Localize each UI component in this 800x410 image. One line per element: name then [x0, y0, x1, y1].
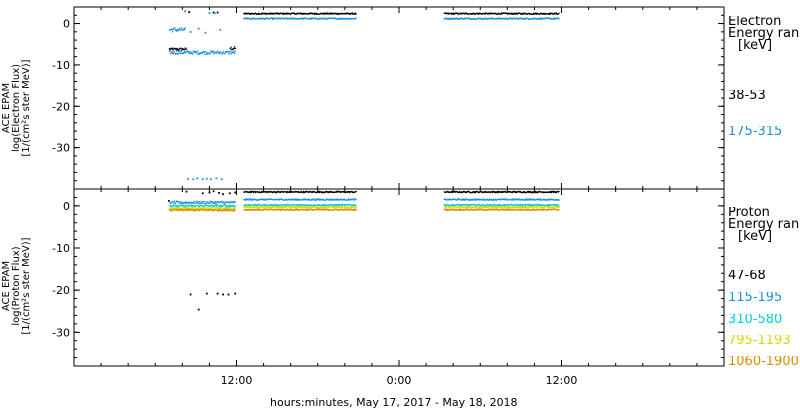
data-point [198, 309, 200, 311]
data-point [234, 192, 236, 194]
x-tick-label: 0:00 [386, 374, 412, 387]
data-point [209, 12, 211, 14]
legend-entry-795-1193: 795-1193 [728, 335, 791, 347]
data-point [189, 51, 190, 52]
data-point [233, 48, 234, 49]
data-point [343, 210, 344, 211]
data-point [558, 205, 559, 206]
data-point [230, 48, 231, 49]
data-point [202, 192, 204, 194]
y-tick-label: -10 [52, 242, 70, 255]
data-point [206, 293, 208, 295]
legend-entry-1060-1900: 1060-1900 [728, 356, 799, 368]
data-point [222, 294, 224, 296]
data-point [174, 28, 175, 29]
data-point [295, 198, 296, 199]
data-point [199, 54, 200, 55]
y-tick-label: 0 [63, 199, 70, 213]
legend-title-electron: Electron [728, 16, 782, 29]
data-point [216, 53, 217, 54]
data-point [217, 293, 219, 295]
data-point [183, 207, 184, 208]
axis-tick-labels [52, 18, 577, 387]
data-point [188, 11, 190, 13]
data-point [224, 209, 225, 210]
data-point [180, 48, 181, 49]
data-point [218, 52, 219, 53]
data-point [187, 209, 188, 210]
data-point [171, 29, 172, 30]
data-point [173, 53, 174, 54]
data-point [235, 201, 236, 202]
data-point [176, 53, 177, 54]
data-point [190, 31, 192, 33]
data-point [175, 205, 176, 206]
data-point [355, 205, 356, 206]
data-point [198, 203, 199, 204]
data-point [235, 205, 236, 206]
data-point [183, 29, 184, 30]
data-point [176, 51, 177, 52]
data-point [176, 48, 177, 49]
data-point [217, 12, 219, 14]
data-point [170, 53, 171, 54]
data-point [174, 51, 175, 52]
data-point [193, 210, 194, 211]
data-point [213, 53, 214, 54]
data-point [195, 203, 196, 204]
data-point [185, 203, 186, 204]
data-point [272, 19, 273, 20]
proton-legend [728, 207, 800, 243]
data-point [180, 50, 181, 51]
data-point [558, 191, 559, 192]
data-point [222, 193, 224, 195]
data-point [212, 52, 213, 53]
data-point [192, 178, 194, 180]
data-point [188, 51, 189, 52]
data-point [213, 208, 214, 209]
data-point [172, 29, 173, 30]
data-point [184, 10, 186, 12]
data-point [183, 205, 184, 206]
data-point [204, 52, 205, 53]
data-point [185, 27, 186, 28]
data-point [230, 202, 231, 203]
data-point [302, 192, 303, 193]
y-tick-label: 0 [63, 17, 70, 31]
data-point [234, 46, 235, 47]
data-point [173, 203, 174, 204]
data-point [233, 52, 234, 53]
legend-title-energy-range: Energy ran [728, 26, 800, 41]
data-point [209, 201, 210, 202]
data-point [224, 53, 225, 54]
data-point [221, 52, 222, 53]
data-point [230, 206, 231, 207]
data-point [218, 209, 219, 210]
data-point [211, 207, 212, 208]
data-point [202, 202, 203, 203]
data-point [171, 51, 172, 52]
data-point [209, 192, 211, 194]
data-point [217, 51, 218, 52]
data-point [210, 178, 212, 180]
data-point [224, 201, 225, 202]
bottom-y-axis-title-line-2: log(Proton Flux) [11, 246, 22, 326]
legend-entry-115-195: 115-195 [728, 292, 783, 304]
data-point [186, 191, 188, 193]
y-tick-label: -10 [52, 58, 70, 72]
data-point [204, 54, 205, 55]
data-point [171, 203, 172, 204]
legend-entry-310-580: 310-580 [728, 314, 783, 326]
data-point [197, 205, 198, 206]
data-point [218, 205, 219, 206]
data-point [211, 51, 212, 52]
y-tick-label: -30 [52, 141, 70, 155]
data-point [177, 54, 178, 55]
data-point [235, 48, 236, 49]
data-point [327, 19, 328, 20]
data-point [223, 51, 224, 52]
data-point [196, 202, 197, 203]
data-point [178, 51, 179, 52]
data-point [172, 201, 173, 202]
data-point [480, 207, 481, 208]
data-point [288, 204, 289, 205]
data-point [229, 192, 231, 194]
data-point [187, 178, 189, 180]
data-point [201, 201, 202, 202]
series-115-195 [169, 198, 560, 204]
data-point [205, 51, 206, 52]
data-point [196, 52, 197, 53]
data-point [227, 51, 228, 52]
data-point [180, 202, 181, 203]
data-point [231, 53, 232, 54]
data-point [172, 210, 173, 211]
data-point [203, 201, 204, 202]
chart-marks [168, 10, 560, 310]
data-point [197, 53, 198, 54]
data-point [221, 178, 223, 180]
data-point [184, 29, 185, 30]
data-point [179, 49, 180, 50]
data-point [190, 53, 191, 54]
data-point [182, 206, 183, 207]
data-point [192, 54, 193, 55]
data-point [218, 210, 219, 211]
data-point [197, 201, 198, 202]
data-point [234, 53, 235, 54]
data-point [558, 18, 559, 19]
bottom-y-axis-title [2, 226, 38, 346]
data-point [228, 53, 229, 54]
data-point [185, 202, 186, 203]
data-point [539, 200, 540, 201]
data-point [205, 203, 206, 204]
data-point [229, 53, 230, 54]
data-point [205, 54, 206, 55]
data-point [218, 192, 220, 194]
top-y-axis-title-line-3: [1/(cm²s ster MeV)] [21, 59, 32, 157]
data-point [176, 31, 177, 32]
data-point [213, 190, 215, 192]
data-point [235, 51, 236, 52]
data-point [355, 199, 356, 200]
data-point [232, 201, 233, 202]
bottom-y-axis-title-line-1: ACE EPAM [1, 260, 12, 312]
data-point [174, 201, 175, 202]
data-point [355, 207, 356, 208]
data-point [172, 48, 173, 49]
data-point [169, 50, 170, 51]
data-point [215, 203, 216, 204]
data-point [552, 206, 553, 207]
data-point [186, 49, 187, 50]
data-point [213, 202, 214, 203]
data-point [196, 177, 198, 179]
series-38-53 [169, 11, 560, 51]
data-point [235, 209, 236, 210]
data-point [179, 51, 180, 52]
data-point [219, 29, 221, 31]
data-point [220, 208, 221, 209]
data-point [178, 210, 179, 211]
legend-title-kev: [keV] [738, 38, 773, 52]
data-point [220, 205, 221, 206]
legend-entry-38-53: 38-53 [728, 90, 766, 102]
data-point [213, 51, 214, 52]
data-point [210, 207, 211, 208]
data-point [179, 53, 180, 54]
data-point [503, 206, 504, 207]
data-point [180, 209, 181, 210]
data-point [210, 53, 211, 54]
data-point [222, 53, 223, 54]
data-point [176, 207, 177, 208]
data-point [225, 203, 226, 204]
data-point [206, 178, 208, 180]
electron-legend [728, 16, 800, 52]
data-point [179, 28, 180, 29]
data-point [230, 51, 231, 52]
data-point [232, 52, 233, 53]
data-point [229, 51, 230, 52]
data-point [175, 203, 176, 204]
data-point [172, 31, 173, 32]
data-point [194, 201, 195, 202]
data-point [216, 207, 217, 208]
data-point [235, 207, 236, 208]
data-point [208, 207, 209, 208]
data-point [181, 27, 182, 28]
x-tick-label: 12:00 [220, 374, 253, 387]
data-point [215, 201, 216, 202]
top-y-axis-title-line-2: log(Electron Flux) [11, 63, 22, 153]
legend-entry-175-315: 175-315 [728, 126, 783, 138]
data-point [558, 209, 559, 210]
series-1060-1900 [169, 208, 560, 211]
data-point [204, 201, 205, 202]
data-point [233, 209, 234, 210]
series-175-315 [169, 10, 560, 180]
data-point [213, 207, 214, 208]
legend-entry-47-68: 47-68 [728, 270, 766, 282]
data-point [338, 204, 339, 205]
data-point [199, 201, 200, 202]
data-point [184, 49, 185, 50]
data-point [230, 47, 231, 48]
legend-title-energy-range-proton: Energy ran [728, 217, 800, 232]
data-point [188, 203, 189, 204]
data-point [445, 209, 446, 210]
data-point [191, 52, 192, 53]
data-point [211, 201, 212, 202]
data-point [172, 207, 173, 208]
data-point [198, 28, 200, 30]
data-point [558, 200, 559, 201]
data-point [193, 50, 194, 51]
data-point [216, 203, 217, 204]
data-point [488, 200, 489, 201]
data-point [214, 12, 216, 14]
data-point [213, 203, 214, 204]
top-y-axis-title-line-1: ACE EPAM [1, 82, 12, 134]
data-point [180, 30, 181, 31]
y-tick-label: -20 [52, 284, 70, 298]
plot-frame [74, 7, 724, 366]
data-point [352, 12, 353, 13]
data-point [208, 203, 209, 204]
data-point [205, 32, 207, 34]
bottom-y-axis-title-line-3: [1/(cm²s ster MeV)] [21, 237, 32, 335]
legend-title-proton: Proton [728, 207, 770, 220]
data-point [210, 203, 211, 204]
data-point [187, 210, 188, 211]
data-point [178, 29, 179, 30]
data-point [233, 202, 234, 203]
data-point [355, 191, 356, 192]
data-point [190, 294, 192, 296]
legend-title-kev-proton: [keV] [738, 229, 773, 243]
data-point [202, 178, 204, 180]
data-point [228, 294, 230, 296]
data-point [558, 13, 559, 14]
data-point [355, 18, 356, 19]
x-axis-title: hours:minutes, May 17, 2017 - May 18, 2018 [270, 396, 518, 409]
data-point [197, 50, 198, 51]
data-point [214, 201, 215, 202]
data-point [206, 52, 207, 53]
data-point [210, 50, 211, 51]
data-point [228, 209, 229, 210]
data-point [180, 201, 181, 202]
data-point [558, 207, 559, 208]
data-point [507, 204, 508, 205]
data-point [533, 206, 534, 207]
data-point [172, 49, 173, 50]
data-point [180, 53, 181, 54]
data-point [315, 200, 316, 201]
data-point [188, 53, 189, 54]
data-point [215, 177, 217, 179]
data-point [234, 293, 236, 295]
data-point [200, 203, 201, 204]
data-point [219, 53, 220, 54]
data-point [355, 210, 356, 211]
y-tick-label: -20 [52, 100, 70, 114]
x-tick-label: 12:00 [545, 374, 578, 387]
y-tick-label: -30 [52, 326, 70, 340]
data-point [204, 203, 205, 204]
data-point [485, 14, 486, 15]
data-point [176, 29, 177, 30]
top-y-axis-title [2, 48, 38, 168]
data-point [355, 13, 356, 14]
